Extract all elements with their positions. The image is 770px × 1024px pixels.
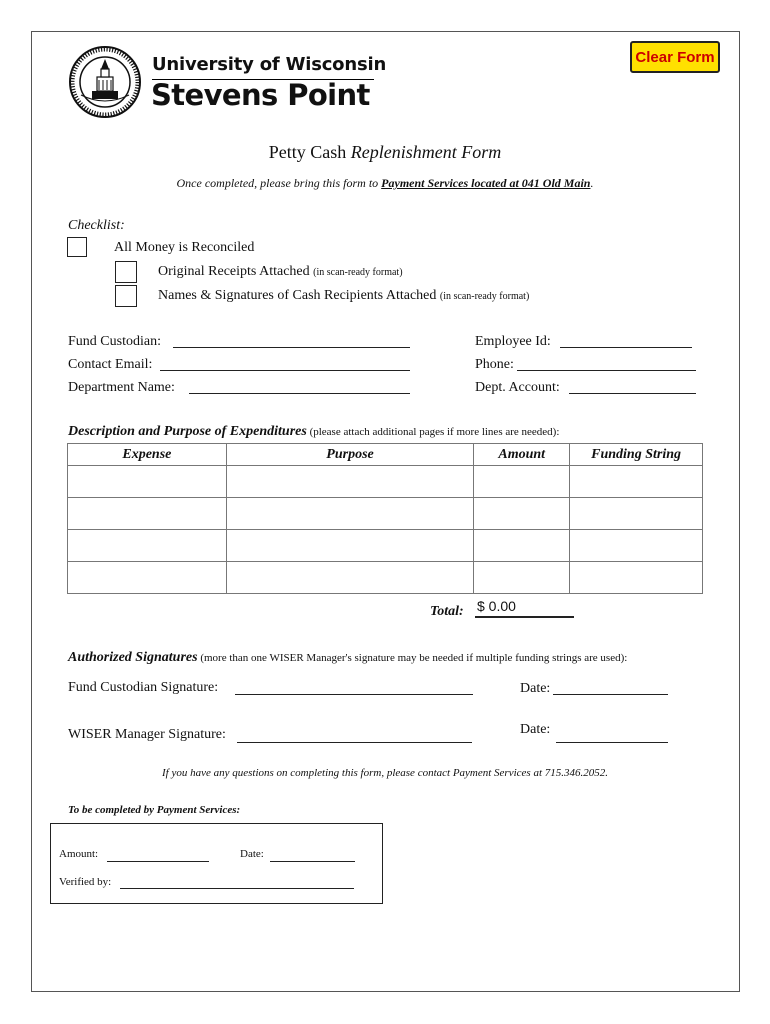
instruction-prefix: Once completed, please bring this form to: [176, 176, 382, 190]
signatures-heading-text: Authorized Signatures: [68, 650, 198, 665]
payment-date-label: Date:: [240, 848, 264, 860]
column-header-amount: Amount: [474, 444, 570, 466]
employee-id-field[interactable]: [560, 346, 692, 348]
verified-by-field[interactable]: [120, 887, 354, 889]
expenditures-heading: [68, 422, 559, 440]
funding-string-cell[interactable]: [570, 562, 703, 594]
department-name-label: Department Name:: [68, 380, 175, 395]
checkbox-money-reconciled[interactable]: [67, 237, 87, 257]
manager-signature-label: WISER Manager Signature:: [68, 727, 226, 742]
checkbox-signatures-attached[interactable]: [115, 285, 137, 307]
table-row: [68, 530, 703, 562]
expense-cell[interactable]: [68, 498, 227, 530]
checklist-heading: Checklist:: [68, 218, 125, 233]
checklist-item-label: All Money is Reconciled: [114, 240, 255, 255]
total-value: $ 0.00: [475, 598, 574, 618]
expense-cell[interactable]: [68, 562, 227, 594]
signatures-note: (more than one WISER Manager's signature may be needed if multiple funding strings are used):: [197, 652, 628, 664]
university-seal-logo: [68, 45, 142, 119]
expenditures-table: [67, 443, 703, 594]
fund-custodian-field[interactable]: [173, 346, 410, 348]
column-header-purpose: Purpose: [226, 444, 474, 466]
manager-date-label: Date:: [520, 722, 551, 737]
contact-email-label: Contact Email:: [68, 357, 153, 372]
custodian-date-label: Date:: [520, 681, 551, 696]
form-title-italic: Replenishment Form: [350, 142, 502, 162]
checklist-item-text: Names & Signatures of Cash Recipients Attached: [158, 288, 440, 303]
funding-string-cell[interactable]: [570, 498, 703, 530]
funding-string-cell[interactable]: [570, 530, 703, 562]
manager-date-field[interactable]: [556, 741, 668, 743]
department-name-field[interactable]: [189, 392, 410, 394]
payment-amount-field[interactable]: [107, 860, 209, 862]
verified-by-label: Verified by:: [59, 876, 112, 888]
funding-string-cell[interactable]: [570, 466, 703, 498]
payment-date-field[interactable]: [270, 860, 355, 862]
checklist-item-note: (in scan-ready format): [439, 291, 530, 302]
total-label: Total:: [430, 604, 464, 619]
expenditures-note: (please attach additional pages if more lines are needed):: [306, 426, 560, 438]
payment-services-heading: To be completed by Payment Services:: [68, 804, 241, 816]
column-header-expense: Expense: [68, 444, 227, 466]
employee-id-label: Employee Id:: [475, 334, 551, 349]
dept-account-field[interactable]: [569, 392, 696, 394]
signatures-heading: [68, 648, 627, 666]
phone-label: Phone:: [475, 357, 514, 372]
payment-amount-label: Amount:: [59, 848, 99, 860]
amount-cell[interactable]: [474, 562, 570, 594]
amount-cell[interactable]: [474, 498, 570, 530]
form-title-plain: Petty Cash: [268, 142, 351, 162]
purpose-cell[interactable]: [226, 466, 474, 498]
instruction-location: Payment Services located at 041 Old Main: [381, 176, 591, 190]
dept-account-label: Dept. Account:: [475, 380, 560, 395]
column-header-funding-string: Funding String: [570, 444, 703, 466]
purpose-cell[interactable]: [226, 562, 474, 594]
custodian-signature-field[interactable]: [235, 693, 473, 695]
clear-form-button[interactable]: Clear Form: [630, 41, 720, 73]
amount-cell[interactable]: [474, 530, 570, 562]
checklist-item-note: (in scan-ready format): [313, 267, 403, 278]
contact-email-field[interactable]: [160, 369, 410, 371]
purpose-cell[interactable]: [226, 498, 474, 530]
campus-name: Stevens Point: [151, 78, 370, 112]
amount-cell[interactable]: [474, 466, 570, 498]
checklist-item-text: Original Receipts Attached: [158, 264, 314, 279]
payment-services-box: [50, 823, 383, 904]
checkbox-receipts-attached[interactable]: [115, 261, 137, 283]
custodian-signature-label: Fund Custodian Signature:: [68, 680, 219, 695]
table-row: [68, 498, 703, 530]
fund-custodian-label: Fund Custodian:: [68, 334, 161, 349]
university-name: University of Wisconsin: [152, 54, 387, 75]
form-instruction: [0, 176, 770, 191]
expense-cell[interactable]: [68, 466, 227, 498]
instruction-suffix: .: [590, 176, 594, 190]
form-title: [0, 142, 770, 163]
purpose-cell[interactable]: [226, 530, 474, 562]
checklist-item-label: [158, 288, 529, 304]
table-row: [68, 562, 703, 594]
custodian-date-field[interactable]: [553, 693, 668, 695]
expense-cell[interactable]: [68, 530, 227, 562]
contact-note: If you have any questions on completing this form, please contact Payment Services at 715.346.2052.: [161, 767, 609, 779]
expenditures-heading-text: Description and Purpose of Expenditures: [68, 424, 307, 439]
manager-signature-field[interactable]: [237, 741, 472, 743]
phone-field[interactable]: [517, 369, 696, 371]
table-row: [68, 466, 703, 498]
table-header-row: [68, 444, 703, 466]
checklist-item-label: [158, 264, 403, 280]
